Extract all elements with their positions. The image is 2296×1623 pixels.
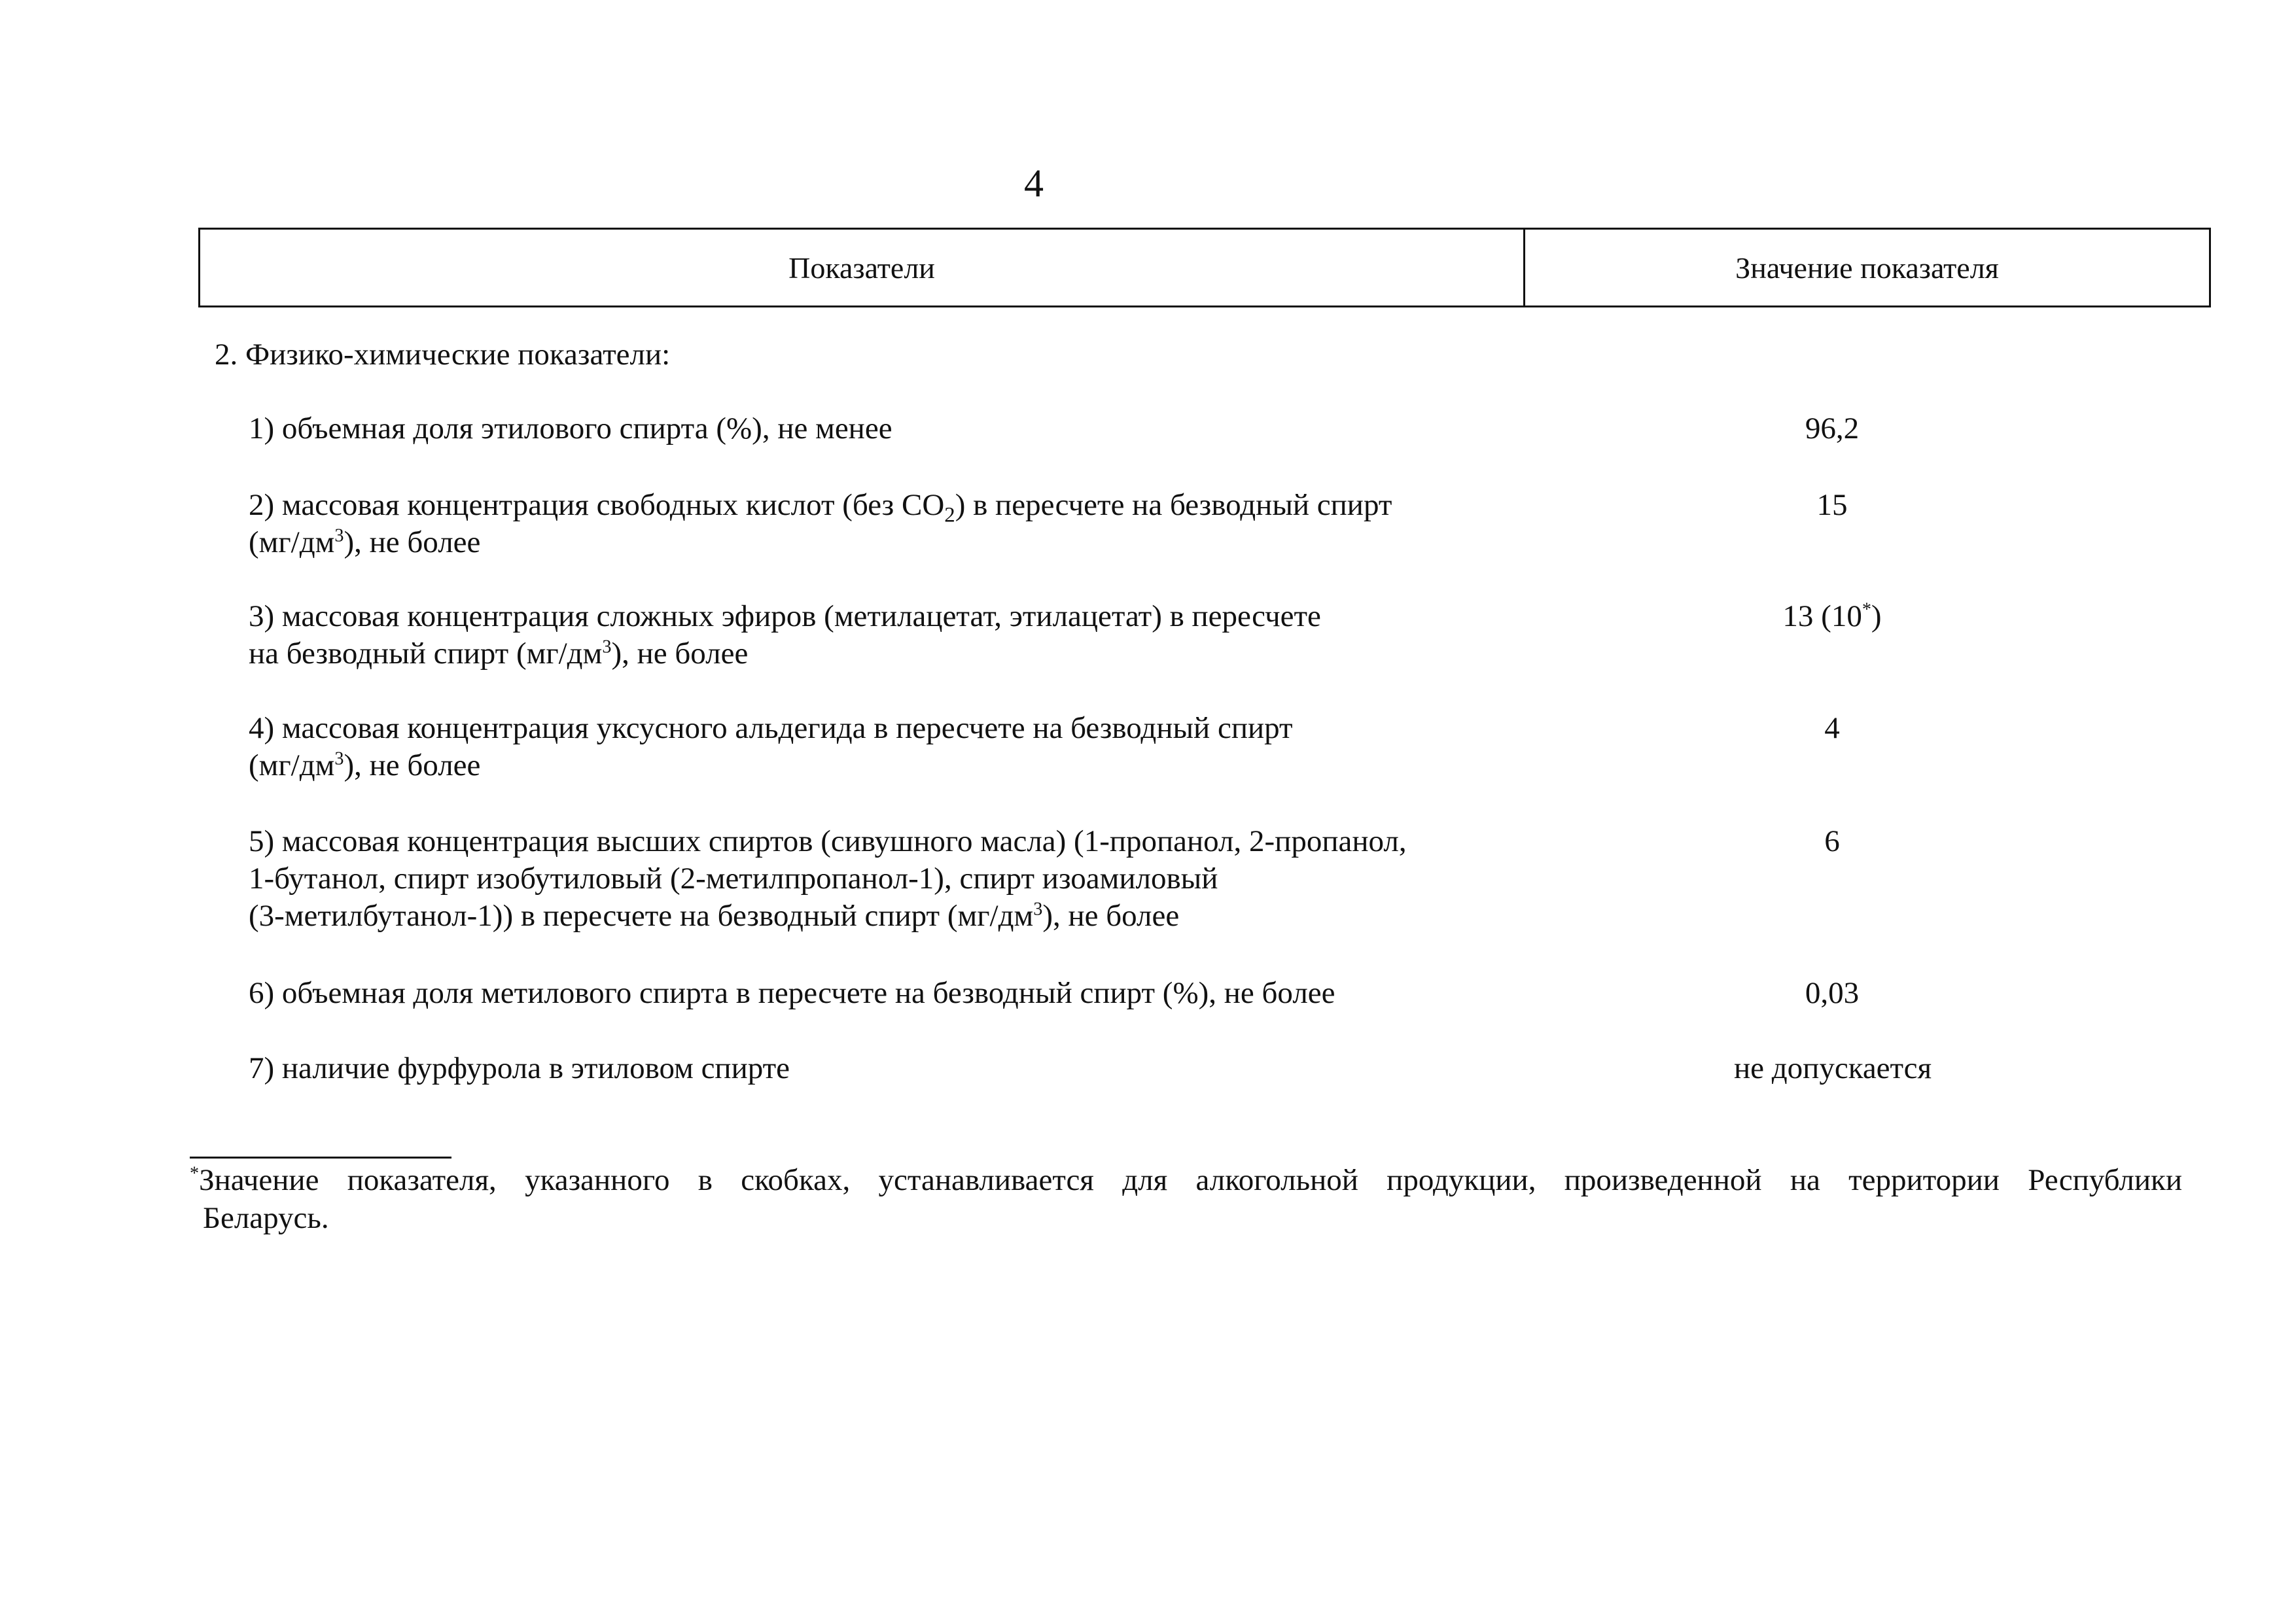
indicator-label-line: 5) массовая концентрация высших спиртов (сивушного масла) (1-пропанол, 2-пропанол, — [249, 824, 1407, 858]
header-indicators: Показатели — [200, 230, 1525, 305]
indicator-label-line: 2) массовая концентрация свободных кислот (без $СО_2$) в пересчете на безводный спирт — [249, 488, 1392, 527]
indicator-value: 13 (10*) — [1782, 599, 1882, 633]
footnote-text-1: Значение показателя, указанного в скобках, устанавливается для алкогольной продукции, произведенной на территории Республики — [199, 1163, 2182, 1197]
footnote-mark: * — [190, 1163, 200, 1184]
indicator-value: 96,2 — [1805, 411, 1860, 445]
indicator-label — [249, 487, 1531, 561]
superscript: 3 — [334, 525, 344, 546]
indicator-label-line: 1) объемная доля этилового спирта (%), не менее — [249, 411, 892, 445]
indicator-label-line: 4) массовая концентрация уксусного альдегида в пересчете на безводный спирт — [249, 711, 1293, 745]
indicator-value: 15 — [1816, 488, 1848, 522]
indicator-value: 0,03 — [1805, 976, 1860, 1010]
superscript: 3 — [1033, 899, 1043, 920]
footnote-divider — [190, 1157, 451, 1159]
footnote-line-1 — [190, 1161, 2182, 1199]
indicator-label — [249, 1050, 1531, 1087]
indicator-label-line: 3) массовая концентрация сложных эфиров (метилацетат, этилацетат) в пересчете — [249, 599, 1321, 633]
superscript: 3 — [334, 748, 344, 769]
indicator-label-line: 6) объемная доля метилового спирта в пересчете на безводный спирт (%), не более — [249, 976, 1335, 1010]
footnote-line-2: Беларусь. — [203, 1201, 329, 1235]
subscript: 2 — [944, 503, 955, 527]
indicator-label-line: $(мг/дм^3)$, не более — [249, 748, 481, 782]
superscript: 3 — [602, 637, 612, 657]
indicator-label-line: на безводный спирт $(мг/дм^3)$, не более — [249, 637, 749, 671]
indicator-value: 4 — [1824, 711, 1840, 745]
indicator-label — [249, 823, 1531, 935]
page-number: 4 — [1024, 162, 1044, 205]
indicator-label — [249, 598, 1531, 672]
indicator-label-line: $(мг/дм^3)$, не более — [249, 525, 481, 559]
section-title: 2. Физико-химические показатели: — [215, 338, 671, 372]
indicator-label-line: 1-бутанол, спирт изобутиловый (2-метилпропанол-1), спирт изоамиловый — [249, 862, 1218, 896]
indicator-value: не допускается — [1734, 1051, 1932, 1085]
indicator-value: 6 — [1824, 824, 1840, 858]
indicator-label — [249, 710, 1531, 784]
indicator-label-line: (3-метилбутанол-1)) в пересчете на безводный спирт $(мг/дм^3)$, не более — [249, 899, 1180, 933]
table-header — [198, 228, 2211, 307]
superscript: * — [1862, 599, 1871, 620]
indicator-label-line: 7) наличие фурфурола в этиловом спирте — [249, 1051, 790, 1085]
header-value: Значение показателя — [1735, 251, 1999, 285]
footnote — [190, 1161, 2182, 1237]
indicator-label — [249, 975, 1531, 1012]
indicator-label — [249, 410, 1531, 447]
